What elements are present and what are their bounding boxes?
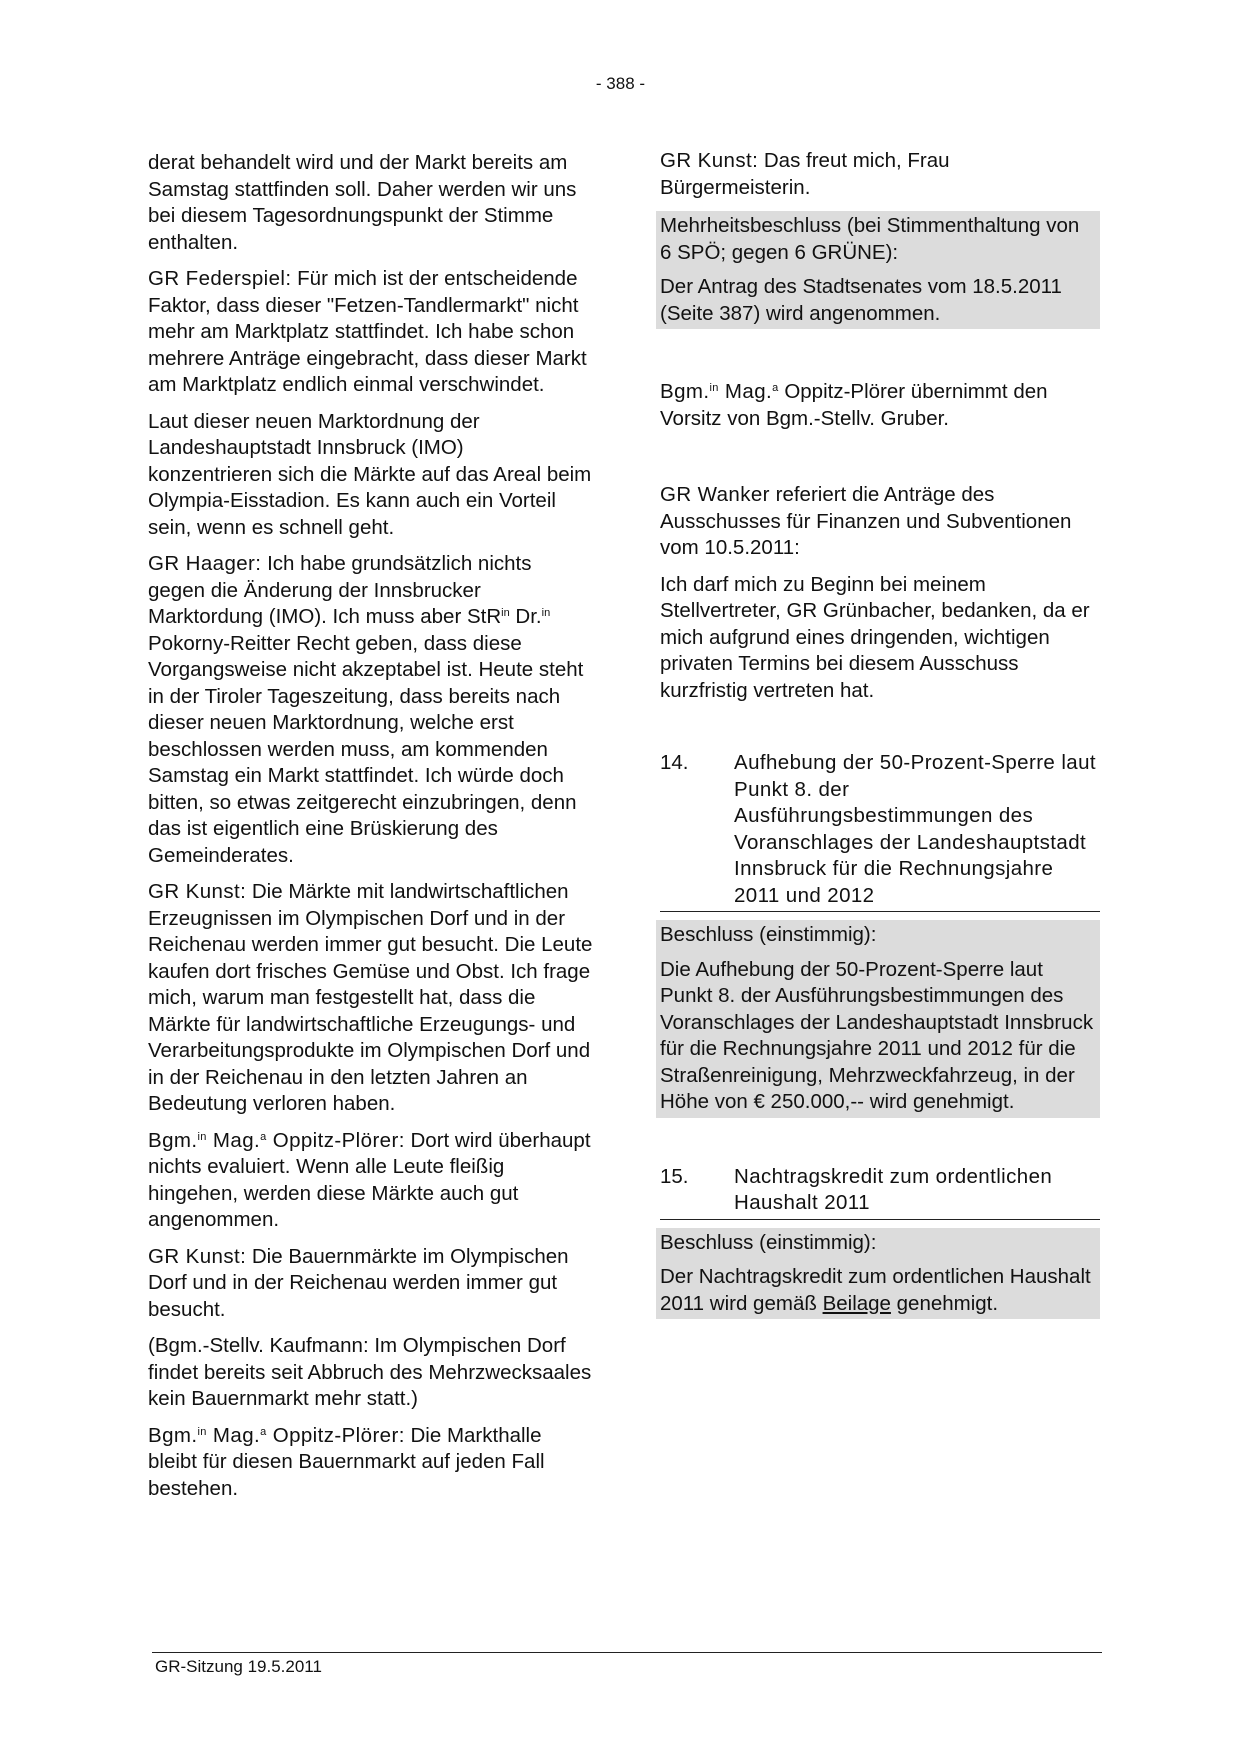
paragraph: Laut dieser neuen Marktordnung der Landeshauptstadt Innsbruck (IMO) konzentrieren sich die Märkte auf das Areal beim Olympia-Eisstadion. Es kann auch ein Vorteil sein, wenn es schnell geht. [148, 409, 592, 539]
paragraph: (Bgm.-Stellv. Kaufmann: Im Olympischen Dorf findet bereits seit Abbruch des Mehrzwecksaales kein Bauernmarkt mehr statt.) [148, 1334, 592, 1410]
speaker: Bgm.$^{in}$ Mag.$^a$ [660, 380, 779, 403]
item-number: 14. [660, 751, 689, 774]
paragraph: Ich darf mich zu Beginn bei meinem Stellvertreter, GR Grünbacher, bedanken, da er mich aufgrund eines dringenden, wichtigen privaten Termins bei diesem Ausschuss kurzfristig vertreten hat. [660, 572, 1090, 702]
paragraph: GR Kunst: Die Märkte mit landwirtschaftlichen Erzeugnissen im Olympischen Dorf und in der Reichenau werden immer gut besucht. Die Leute kaufen dort frisches Gemüse und Obst. Ich frage mich, warum man festgestellt hat, dass die Märkte für landwirtschaftliche Erzeugungs- und Verarbeitungsprodukte im Olympischen Dorf und in der Reichenau in den letzten Jahren an Bedeutung verloren haben. [148, 880, 593, 1115]
agenda-item-15 [660, 1164, 1100, 1220]
paragraph: Bgm.$^{in}$ Mag.$^a$ Oppitz-Plörer: Dort wird überhaupt nichts evaluiert. Wenn alle Leute fleißig hingehen, werden diese Märkte auch gut angenommen. [148, 1128, 591, 1231]
right-column [660, 148, 1100, 1319]
resolution-text: Die Aufhebung der 50-Prozent-Sperre laut Punkt 8. der Ausführungsbestimmungen des Voranschlages der Landeshauptstadt Innsbruck für die Rechnungsjahre 2011 und 2012 für die Straßenreinigung, Mehrzweckfahrzeug, in der Höhe von € 250.000,-- wird genehmigt. [660, 957, 1094, 1113]
resolution-text: Der Antrag des Stadtsenates vom 18.5.2011 (Seite 387) wird angenommen. [660, 275, 1062, 325]
resolution-heading: Beschluss (einstimmig): [660, 1230, 877, 1254]
speaker: GR Kunst: [148, 880, 247, 903]
resolution-box [656, 1228, 1100, 1320]
footer-rule [152, 1652, 1102, 1653]
speaker: Bgm.$^{in}$ Mag.$^a$ Oppitz-Plörer: [148, 1423, 405, 1447]
paragraph: GR Kunst: Die Bauernmärkte im Olympischen Dorf und in der Reichenau werden immer gut besucht. [148, 1244, 569, 1321]
left-column [148, 150, 593, 1512]
paragraph: Bgm.$^{in}$ Mag.$^a$ Oppitz-Plörer: Die Markthalle bleibt für diesen Bauernmarkt auf jeden Fall bestehen. [148, 1423, 545, 1500]
resolution-text: Der Nachtragskredit zum ordentlichen Haushalt 2011 wird gemäß Beilage genehmigt. [660, 1265, 1091, 1315]
paragraph: derat behandelt wird und der Markt bereits am Samstag stattfinden soll. Daher werden wir uns bei diesem Tagesordnungspunkt der Stimme enthalten. [148, 151, 577, 254]
speaker: GR Haager: [148, 552, 262, 575]
paragraph: GR Kunst: Das freut mich, Frau Bürgermeisterin. [660, 149, 950, 199]
resolution-box [656, 920, 1100, 1118]
item-title: Aufhebung der 50-Prozent-Sperre laut Punkt 8. der Ausführungsbestimmungen des Voranschlages der Landeshauptstadt Innsbruck für die Rechnungsjahre 2011 und 2012 [734, 751, 1096, 907]
paragraph: GR Wanker referiert die Anträge des Ausschusses für Finanzen und Subventionen vom 10.5.2011: [660, 483, 1072, 559]
footer-text: GR-Sitzung 19.5.2011 [155, 1657, 322, 1676]
speaker: GR Kunst: [660, 149, 759, 172]
resolution-heading: Mehrheitsbeschluss (bei Stimmenthaltung von 6 SPÖ; gegen 6 GRÜNE): [660, 214, 1080, 264]
paragraph: Bgm.$^{in}$ Mag.$^a$ Oppitz-Plörer übernimmt den Vorsitz von Bgm.-Stellv. Gruber. [660, 380, 1048, 430]
agenda-item-14 [660, 750, 1100, 912]
speaker: GR Kunst: [148, 1244, 247, 1268]
paragraph: GR Federspiel: Für mich ist der entscheidende Faktor, dass dieser "Fetzen-Tandlermarkt" nicht mehr am Marktplatz stattfindet. Ich habe schon mehrere Anträge eingebracht, dass dieser Markt am Marktplatz endlich einmal verschwindet. [148, 267, 587, 396]
page-number: - 388 - [595, 74, 646, 93]
paragraph: GR Haager: Ich habe grundsätzlich nichts gegen die Änderung der Innsbrucker Marktordung (IMO). Ich muss aber StR$^{in}$ Dr.$^{in}$ Pokorny-Reitter Recht geben, dass diese Vorgangsweise nicht akzeptabel ist. Heute steht in der Tiroler Tageszeitung, dass bereits nach dieser neuen Marktordnung, welche erst beschlossen werden muss, am kommenden Samstag ein Markt stattfindet. Ich würde doch bitten, so etwas zeitgerecht einzubringen, denn das ist eigentlich eine Brüskierung des Gemeinderates. [148, 552, 584, 867]
speaker: Bgm.$^{in}$ Mag.$^a$ Oppitz-Plörer: [148, 1128, 405, 1152]
item-title: Nachtragskredit zum ordentlichen Haushalt 2011 [734, 1164, 1053, 1214]
resolution-heading: Beschluss (einstimmig): [660, 923, 877, 946]
speaker: GR Federspiel: [148, 267, 292, 290]
beilage-link[interactable]: Beilage [822, 1291, 891, 1315]
speaker: GR Wanker [660, 483, 770, 506]
resolution-box [656, 211, 1100, 329]
item-number: 15. [660, 1164, 689, 1188]
